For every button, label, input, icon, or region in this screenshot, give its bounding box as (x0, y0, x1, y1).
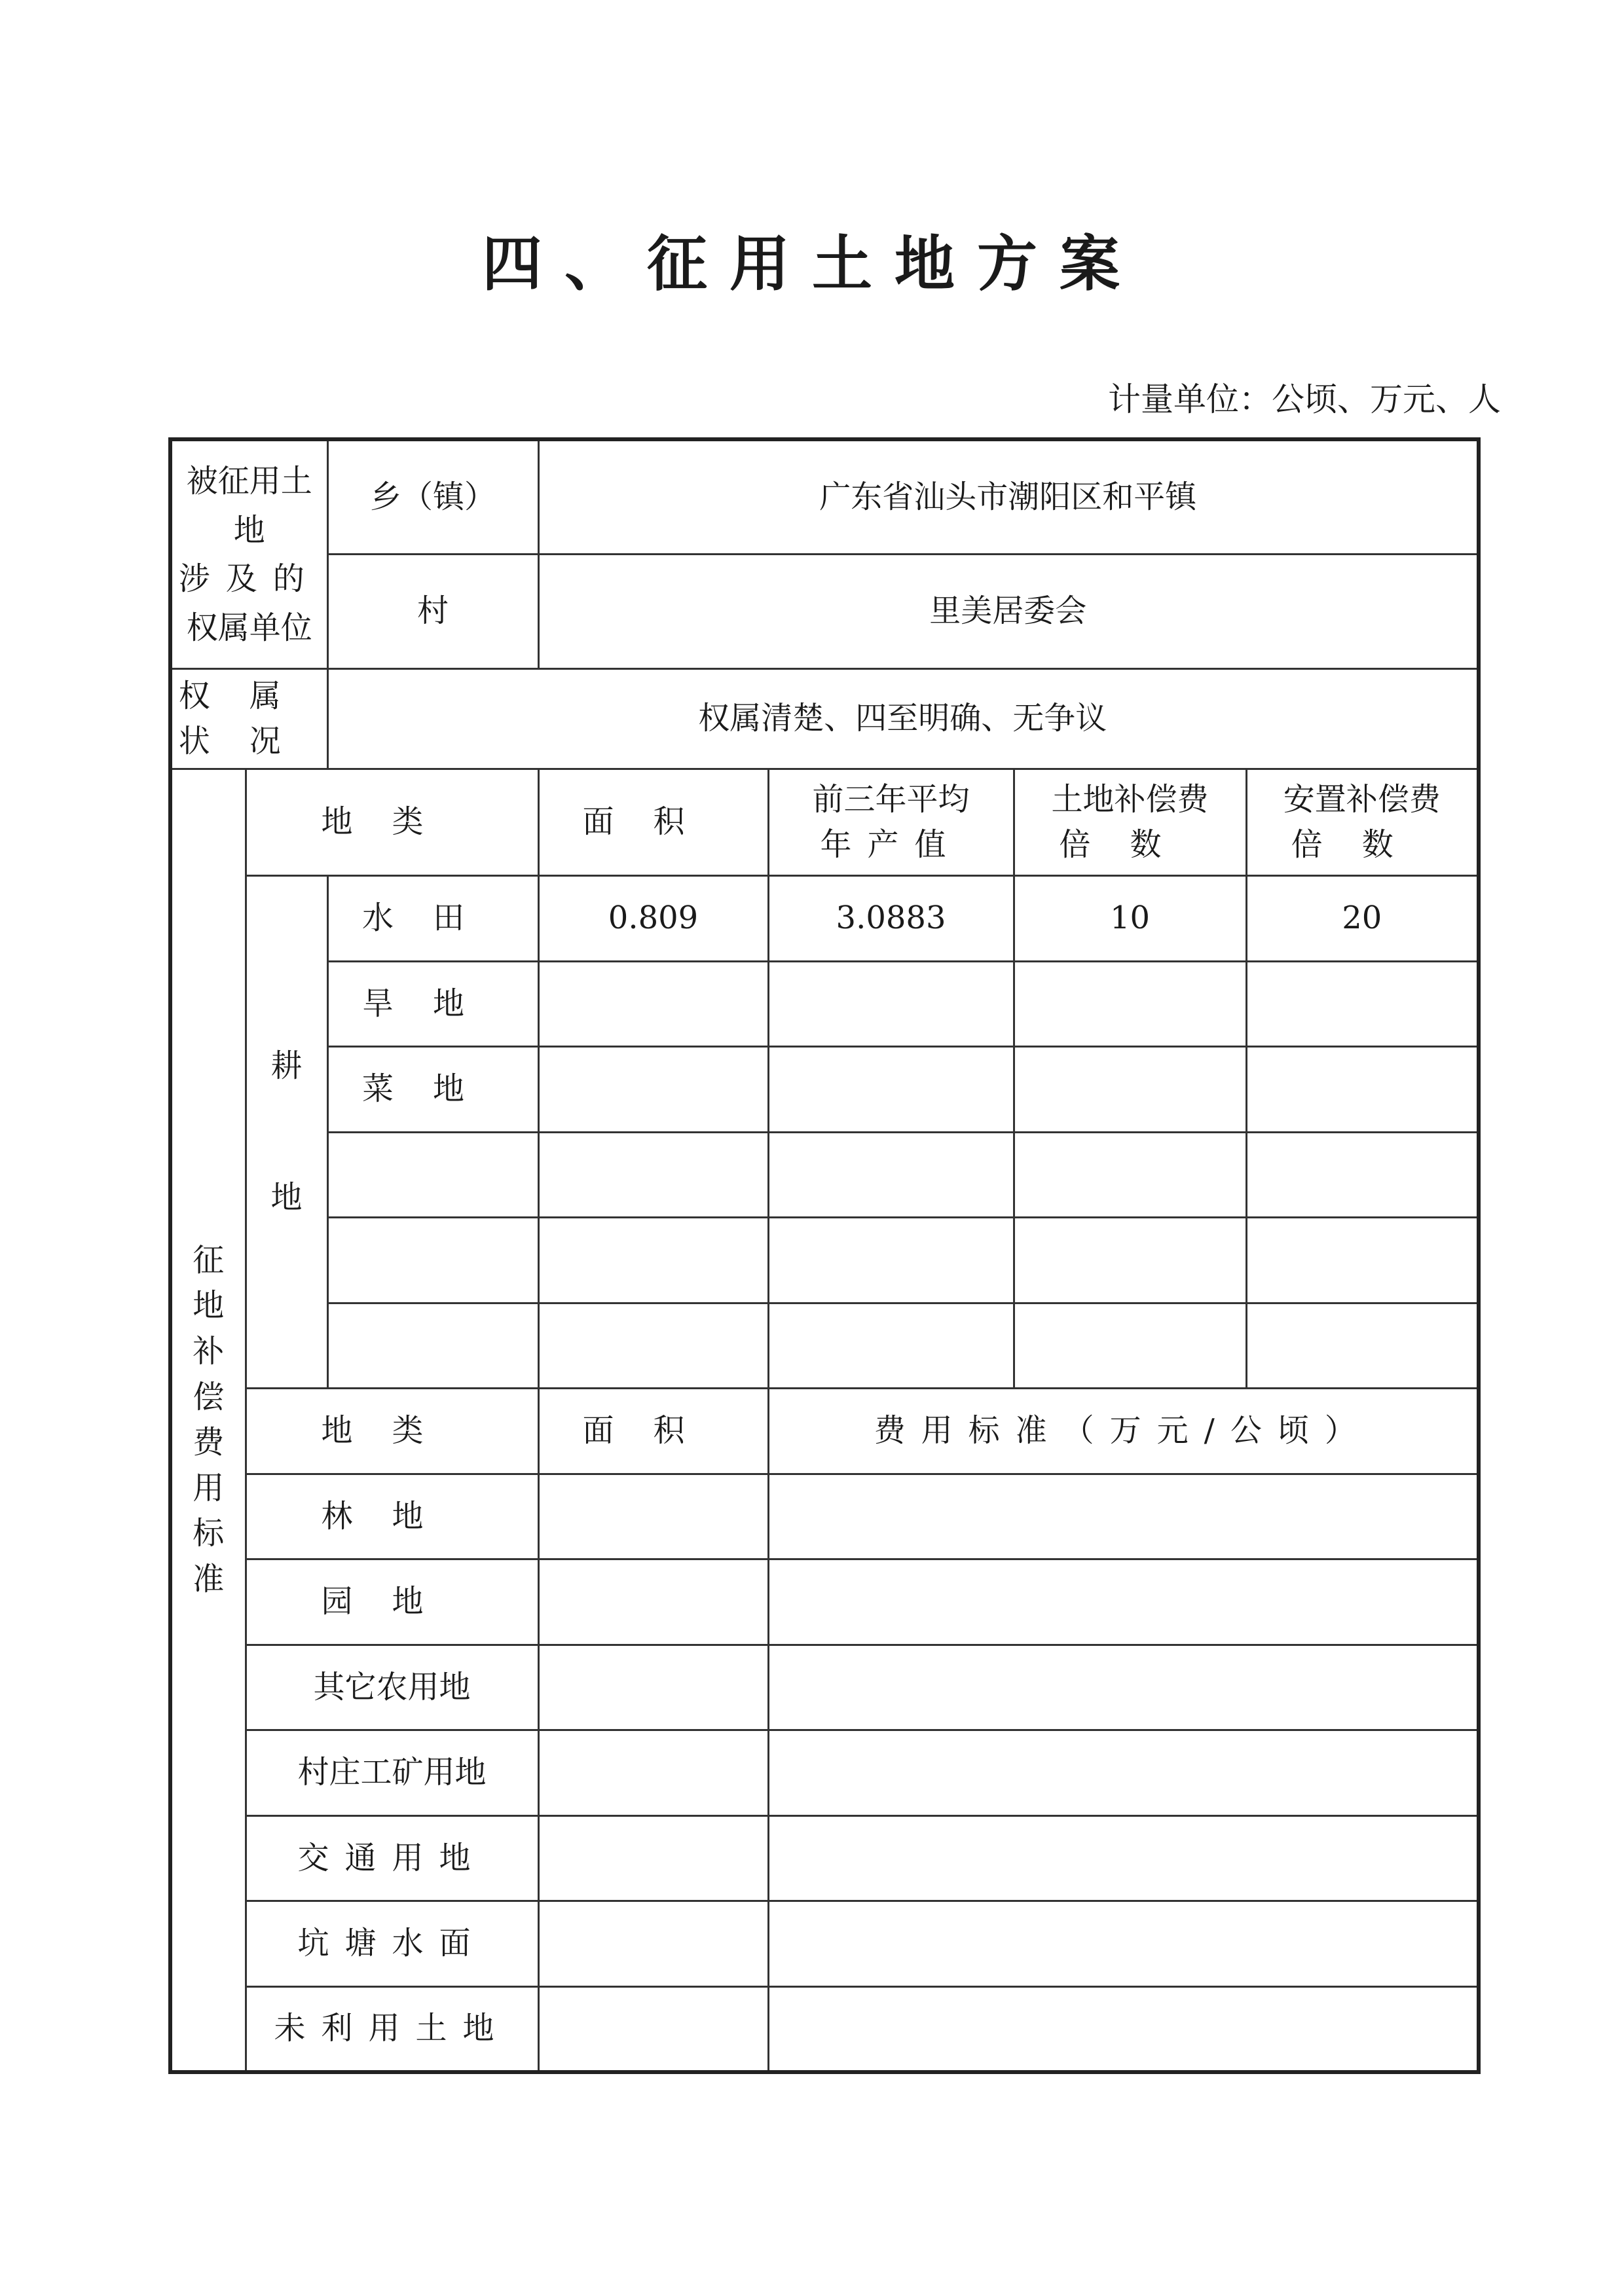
compensation-standard-label: 征 地 补 偿 费 用 标 准 (170, 769, 246, 2072)
land-acquisition-form (168, 437, 1481, 2074)
table-row-type (327, 1132, 538, 1218)
owner-label-line3: 权属单位 (186, 609, 312, 646)
table-row-land-comp (1014, 1132, 1246, 1218)
table-row-resettle (1246, 1047, 1479, 1133)
header2-area: 面积 (538, 1389, 768, 1474)
table-row-type: 旱地 (327, 961, 538, 1047)
table-row-type (327, 1303, 538, 1389)
table-row-type: 水田 (327, 876, 538, 962)
header-area: 面积 (538, 769, 768, 876)
ownership-status-value: 权属清楚、四至明确、无争议 (327, 669, 1479, 769)
cultivated-land-label: 耕 地 (246, 876, 327, 1389)
table-row-resettle (1246, 1132, 1479, 1218)
table-row-type: 交通用地 (246, 1815, 538, 1901)
table-row-avg-output (768, 1303, 1014, 1389)
header-land-type: 地类 (246, 769, 538, 876)
table-row-type: 园地 (246, 1559, 538, 1645)
table-row-fee (768, 1645, 1479, 1730)
table-row-type: 村庄工矿用地 (246, 1730, 538, 1816)
table-row-avg-output (768, 1047, 1014, 1133)
table-row-fee (768, 1901, 1479, 1987)
table-row-type: 菜地 (327, 1047, 538, 1133)
header-land-compensation: 土地补偿费 倍数 (1014, 769, 1246, 876)
table-row-land-comp (1014, 1047, 1246, 1133)
ownership-label-line2: 状况 (178, 723, 320, 760)
table-row-area (538, 1047, 768, 1133)
township-label: 乡（镇） (327, 439, 538, 554)
table-row-area (538, 1132, 768, 1218)
table-row-area (538, 1986, 768, 2072)
township-value: 广东省汕头市潮阳区和平镇 (538, 439, 1479, 554)
table-row-type (327, 1218, 538, 1303)
owner-label-line2: 涉及的 (178, 560, 320, 598)
measurement-unit: 计量单位：公顷、万元、人 (1108, 380, 1501, 418)
table-row-area (538, 1474, 768, 1559)
table-row-area (538, 1815, 768, 1901)
table-row-fee (768, 1474, 1479, 1559)
table-row-area (538, 1901, 768, 1987)
table-row-land-comp (1014, 961, 1246, 1047)
village-value: 里美居委会 (538, 554, 1479, 668)
table-row-fee (768, 1986, 1479, 2072)
table-row-type: 林地 (246, 1474, 538, 1559)
table-row-land-comp: 10 (1014, 876, 1246, 962)
table-row-fee (768, 1559, 1479, 1645)
table-row-avg-output (768, 961, 1014, 1047)
table-row-fee (768, 1730, 1479, 1816)
owner-label-line1: 被征用土地 (186, 463, 312, 549)
table-row-area (538, 1218, 768, 1303)
village-label: 村 (327, 554, 538, 668)
header2-land-type: 地类 (246, 1389, 538, 1474)
table-row-avg-output (768, 1132, 1014, 1218)
table-row-avg-output: 3.0883 (768, 876, 1014, 962)
table-row-area (538, 1559, 768, 1645)
table-row-fee (768, 1815, 1479, 1901)
document-title: 四、征用土地方案 (481, 228, 1142, 299)
table-row-resettle: 20 (1246, 876, 1479, 962)
header-avg-output: 前三年平均 年产值 (768, 769, 1014, 876)
header2-fee-standard: 费用标准（万元/公顷） (768, 1389, 1479, 1474)
ownership-status-label (170, 669, 327, 769)
table-row-type: 未利用土地 (246, 1986, 538, 2072)
table-row-resettle (1246, 961, 1479, 1047)
table-row-resettle (1246, 1218, 1479, 1303)
table-row-area: 0.809 (538, 876, 768, 962)
table-row-area (538, 1303, 768, 1389)
table-row-area (538, 1645, 768, 1730)
owner-unit-label (170, 439, 327, 669)
table-row-area (538, 961, 768, 1047)
table-row-land-comp (1014, 1303, 1246, 1389)
table-row-resettle (1246, 1303, 1479, 1389)
table-row-type: 其它农用地 (246, 1645, 538, 1730)
table-row-land-comp (1014, 1218, 1246, 1303)
table-row-avg-output (768, 1218, 1014, 1303)
ownership-label-line1: 权属 (178, 677, 320, 714)
table-row-area (538, 1730, 768, 1816)
header-resettlement: 安置补偿费 倍数 (1246, 769, 1479, 876)
table-row-type: 坑塘水面 (246, 1901, 538, 1987)
